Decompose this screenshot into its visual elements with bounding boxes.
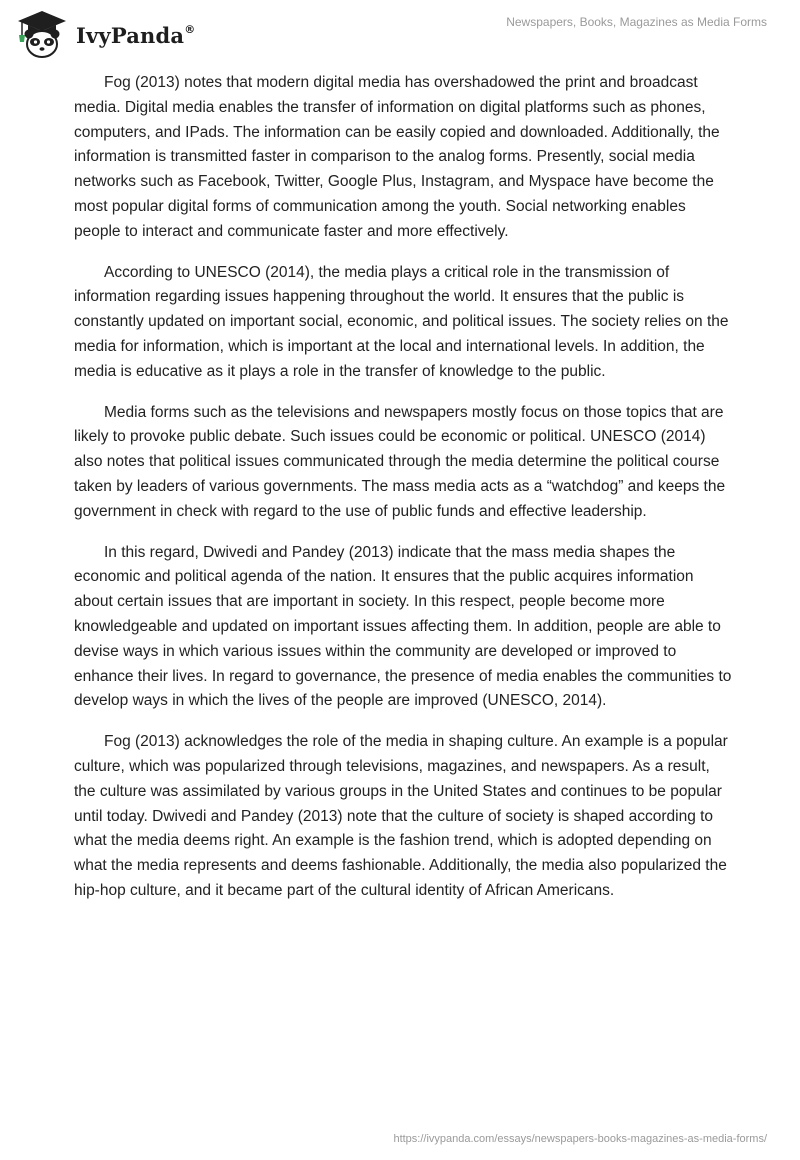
registered-mark: ® xyxy=(184,22,196,36)
essay-body xyxy=(74,71,734,920)
logo[interactable] xyxy=(14,9,195,59)
document-title: Newspapers, Books, Magazines as Media Forms xyxy=(506,15,767,29)
paragraph-2: According to UNESCO (2014), the media plays a critical role in the transmission of information regarding issues happening throughout the world. It ensures that the public is constantly updated on important social, economic, and political issues. The society relies on the media for information, which is important at the local and international levels. In addition, the media is educative as it plays a role in the transfer of knowledge to the public. xyxy=(74,263,729,380)
page-header xyxy=(0,0,800,70)
logo-text: IvyPanda xyxy=(76,22,185,48)
logo-wordmark xyxy=(76,23,195,48)
paragraph-3: Media forms such as the televisions and newspapers mostly focus on those topics that are likely to provoke public debate. Such issues could be economic or political. UNESCO (2014) also notes that political issues communicated through the media determine the political course taken by leaders of various governments. The mass media acts as a “watchdog” and keeps the government in check with regard to the use of public funds and effective leadership. xyxy=(74,403,726,520)
panda-logo-icon xyxy=(14,9,70,59)
paragraph-5: Fog (2013) acknowledges the role of the media in shaping culture. An example is a popular culture, which was popularized through televisions, magazines, and newspapers. As a result, the culture was assimilated by various groups in the United States and continues to be popular until today. Dwivedi and Pandey (2013) note that the culture of society is shaped according to what the media deems right. An example is the fashion trend, which is adopted depending on what the media represents and deems fashionable. Additionally, the media also popularized the hip-hop culture, and it became part of the cultural identity of African Americans. xyxy=(74,733,728,899)
source-url[interactable]: https://ivypanda.com/essays/newspapers-books-magazines-as-media-forms/ xyxy=(393,1133,767,1145)
paragraph-1: Fog (2013) notes that modern digital media has overshadowed the print and broadcast media. Digital media enables the transfer of information on digital platforms such as phones, computers, and IPads. The information can be easily copied and downloaded. Additionally, the information is transmitted faster in comparison to the analog forms. Presently, social media networks such as Facebook, Twitter, Google Plus, Instagram, and Myspace have become the most popular digital forms of communication among the youth. Social networking enables people to interact and communicate faster and more effectively. xyxy=(74,74,720,240)
paragraph-4: In this regard, Dwivedi and Pandey (2013) indicate that the mass media shapes the economic and political agenda of the nation. It ensures that the public acquires information about certain issues that are important in society. In this respect, people become more knowledgeable and updated on important issues affecting them. In addition, people are able to devise ways in which various issues within the community are developed or improved to enhance their lives. In regard to governance, the presence of media enables the communities to develop ways in which the lives of the people are improved (UNESCO, 2014). xyxy=(74,543,732,710)
